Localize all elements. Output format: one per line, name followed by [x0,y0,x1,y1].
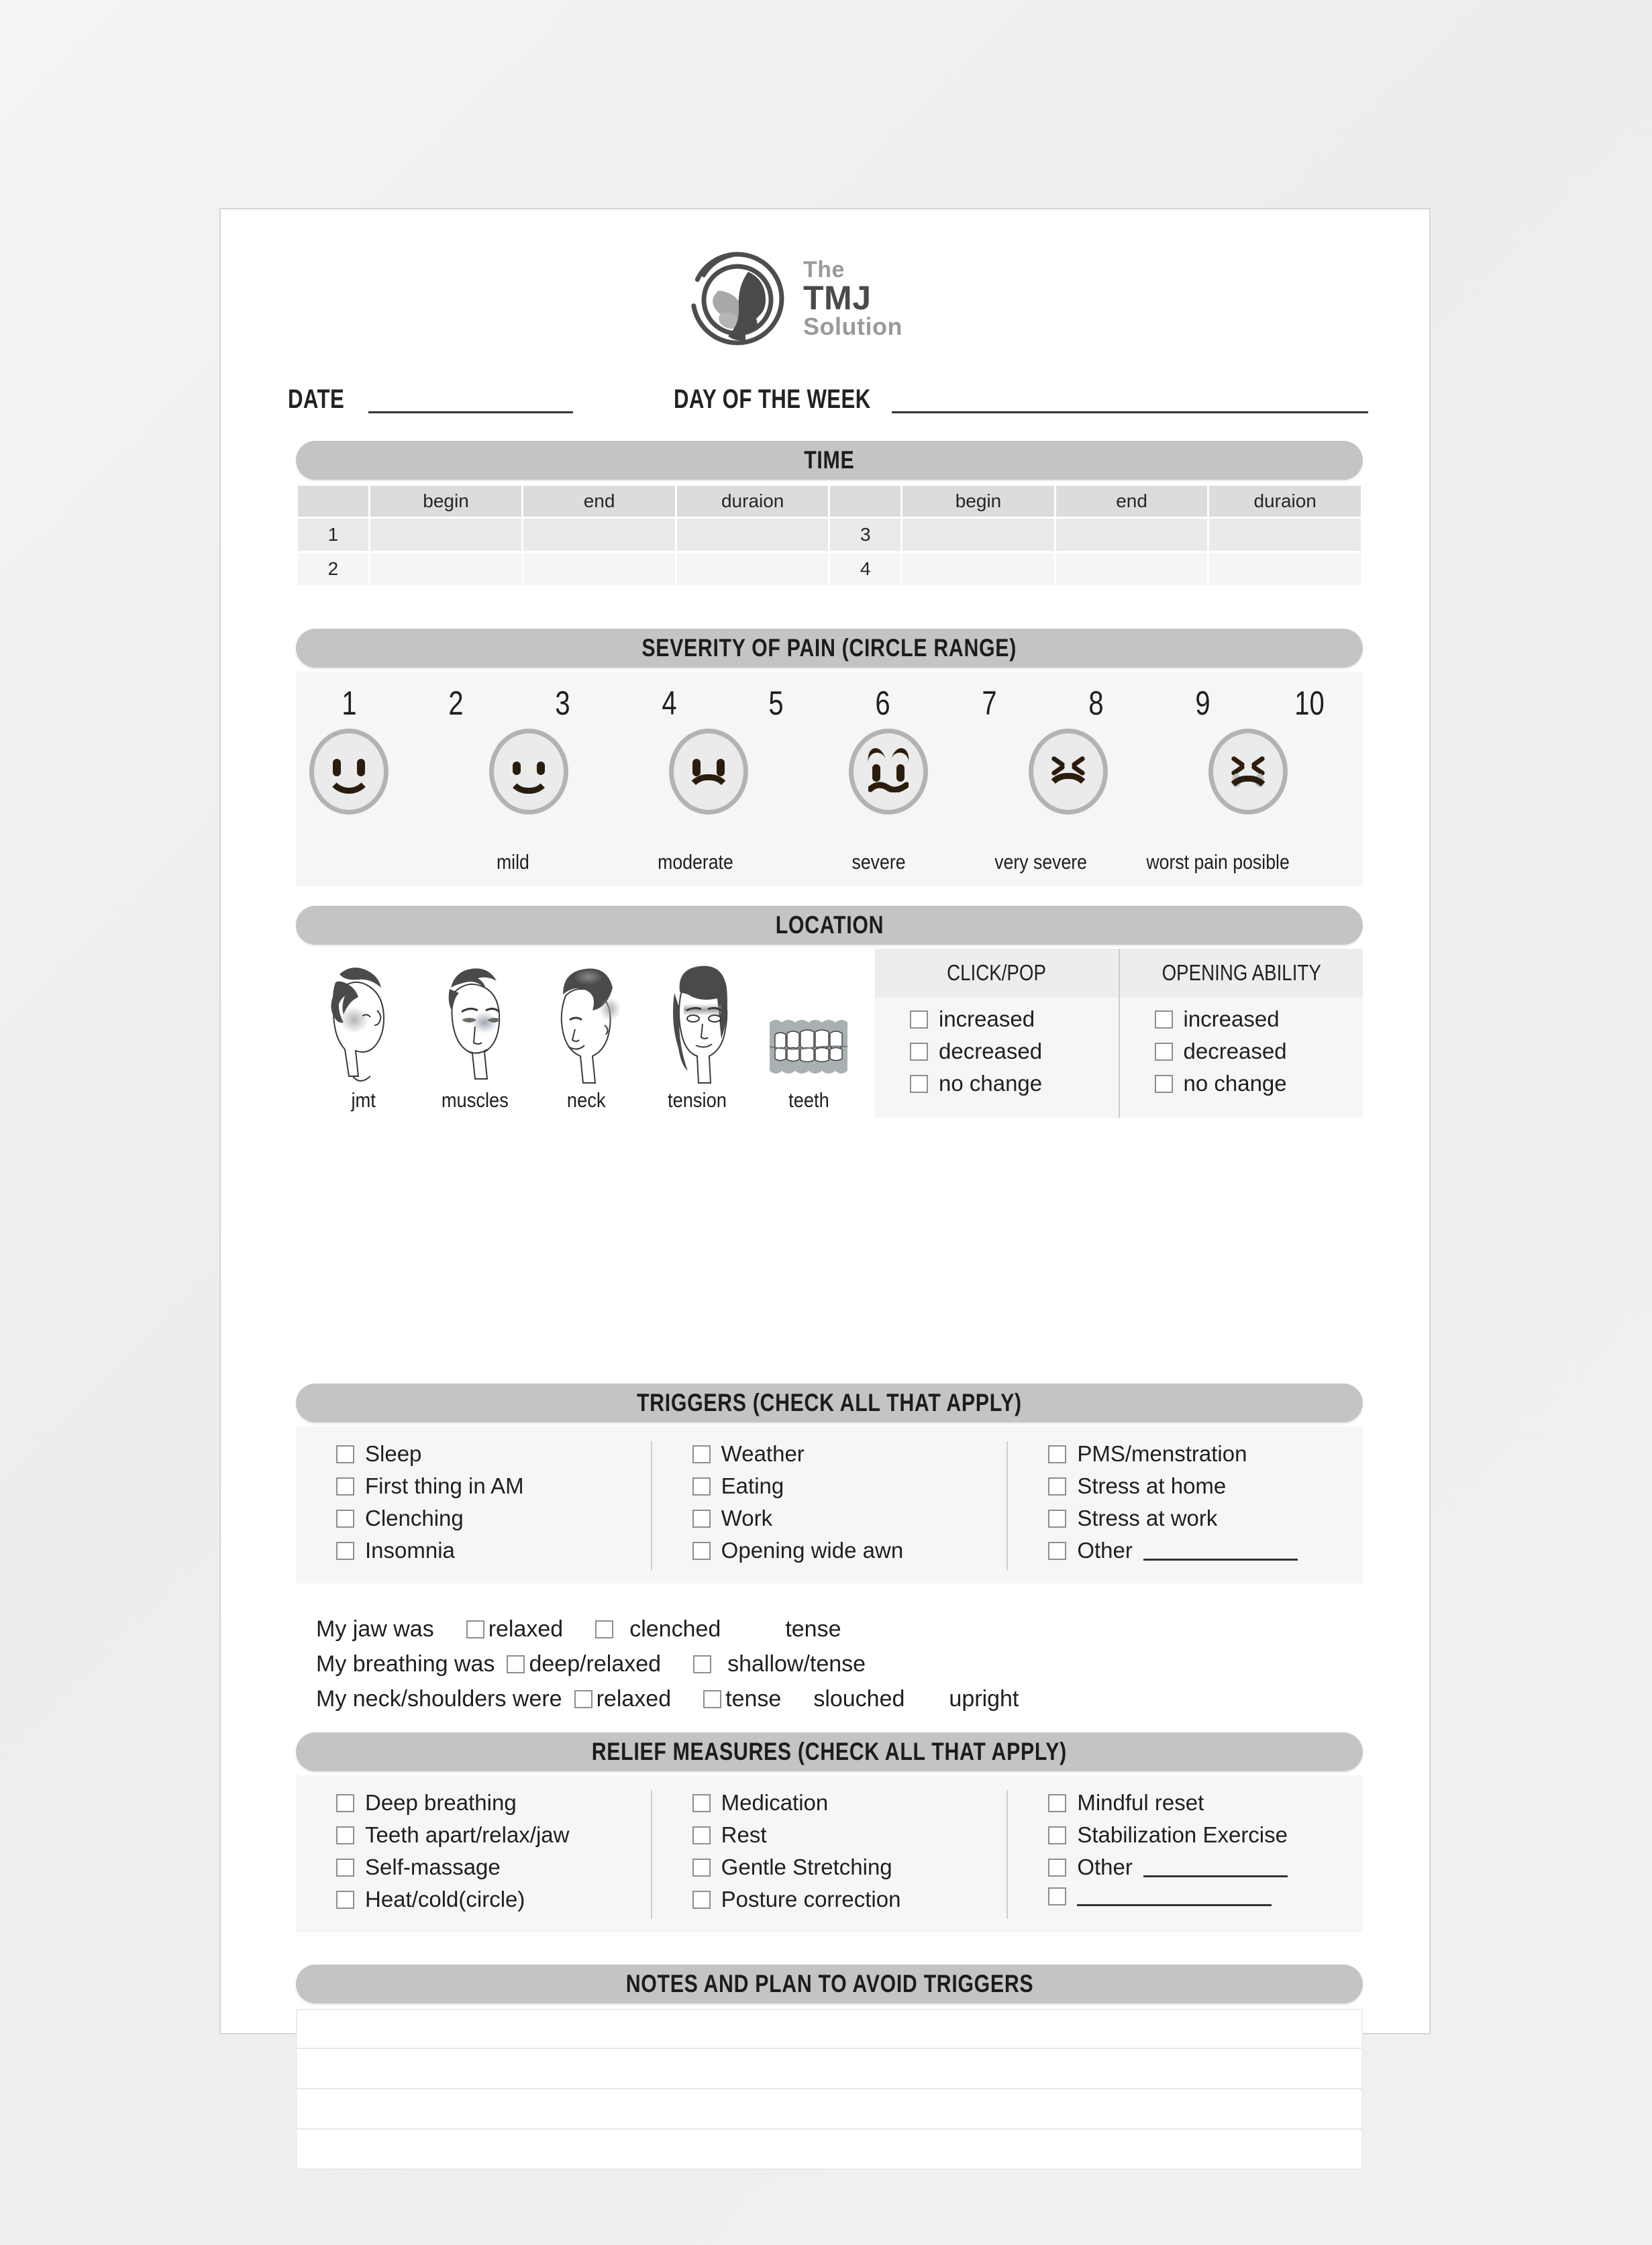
checkbox-icon[interactable] [1048,1826,1066,1844]
note-row[interactable] [296,2130,1363,2170]
trigger-insomnia[interactable] [336,1538,651,1563]
click-pop-option-no-change[interactable] [910,1071,1119,1096]
location-item-tension[interactable] [641,962,753,1118]
time-col-duration-right: duraion [1209,486,1361,517]
trigger-pms[interactable] [1048,1441,1363,1467]
option-label: PMS/menstration [1077,1441,1247,1466]
severity-label-very-severe: very severe [994,850,1088,874]
trigger-other[interactable] [1048,1538,1363,1563]
severity-number[interactable]: 9 [1195,684,1210,722]
time-section [296,441,1363,587]
checkbox-icon[interactable] [1048,1510,1066,1528]
trigger-first-thing-am[interactable] [336,1473,651,1499]
relief-title-main: RELIEF MEASURES [591,1738,798,1765]
trigger-opening-wide[interactable] [692,1538,1007,1563]
relief-stabilization-exercise[interactable] [1048,1822,1363,1848]
relief-blank[interactable] [1048,1887,1363,1906]
checkbox-icon[interactable] [692,1826,711,1844]
option-label: Eating [721,1473,784,1498]
severity-number[interactable]: 2 [448,684,464,722]
checkbox-icon[interactable] [692,1477,711,1496]
severity-numbers [296,684,1363,723]
option-label: Rest [721,1822,767,1847]
option-label: increased [1183,1006,1280,1031]
pain-face-severe-icon [849,729,928,815]
option-label: Self-massage [365,1855,501,1879]
time-col-blank-left [298,486,368,517]
day-of-week-input-line[interactable] [892,411,1368,413]
location-caption: neck [566,1088,606,1112]
location-caption: jmt [351,1088,376,1112]
checkbox-icon[interactable] [1155,1043,1173,1061]
date-row [288,380,1368,421]
severity-label-mild: mild [496,850,529,874]
time-section-header [296,441,1363,480]
trigger-stress-home[interactable] [1048,1473,1363,1499]
checkbox-icon[interactable] [336,1794,354,1812]
statement-jaw-tense: tense [785,1616,841,1642]
checkbox-icon[interactable] [692,1542,711,1560]
click-pop-option-increased[interactable] [910,1006,1119,1032]
tmj-logo-icon [684,245,791,352]
checkbox-icon[interactable] [1155,1010,1173,1029]
time-cell-duration-2[interactable] [677,553,829,585]
time-table [296,484,1363,587]
time-cell-duration-3[interactable] [1209,519,1361,551]
notes-lines [296,2009,1363,2170]
location-item-teeth[interactable] [753,1006,864,1118]
option-label: no change [1183,1071,1287,1096]
pain-face-very-severe-icon [1029,729,1108,815]
statement-neck-lead: My neck/shoulders were [316,1685,562,1712]
severity-title-sub: (CIRCLE RANGE) [842,634,1017,662]
checkbox-icon[interactable] [1048,1477,1066,1496]
location-caption: muscles [441,1088,509,1112]
relief-self-massage[interactable] [336,1855,651,1880]
trigger-sleep[interactable] [336,1441,651,1467]
checkbox-icon[interactable] [693,1655,711,1673]
severity-label-moderate: moderate [658,850,733,874]
statement-neck-relaxed: relaxed [596,1685,672,1712]
checkbox-icon[interactable] [692,1891,711,1909]
time-cell-duration-4[interactable] [1209,553,1361,585]
location-illustrations [296,949,870,1118]
severity-section [296,629,1363,886]
triggers-title-main: TRIGGERS [637,1389,753,1416]
trigger-weather[interactable] [692,1441,1007,1467]
time-row-num-4: 4 [830,553,900,585]
checkbox-icon[interactable] [692,1445,711,1463]
checkbox-icon[interactable] [1048,1794,1066,1812]
note-row[interactable] [296,2049,1363,2089]
option-label: Stress at home [1077,1473,1227,1498]
location-item-muscles[interactable] [419,962,531,1118]
relief-posture-correction[interactable] [692,1887,1007,1912]
option-label: Other [1077,1538,1133,1563]
pain-face-mild-icon [489,729,568,815]
click-pop-panel [875,949,1119,1118]
option-label: First thing in AM [365,1473,524,1498]
time-cell-begin-2[interactable] [370,553,522,585]
severity-number[interactable]: 1 [342,684,357,722]
relief-column-3 [1006,1790,1363,1919]
option-label: Insomnia [365,1538,455,1563]
checkbox-icon[interactable] [466,1620,484,1638]
jaw-profile-icon [321,962,407,1087]
face-muscles-icon [432,962,518,1087]
checkbox-icon[interactable] [336,1477,354,1496]
checkbox-icon[interactable] [336,1859,354,1877]
option-label: Stress at work [1077,1506,1218,1530]
severity-number[interactable]: 10 [1294,684,1325,722]
time-col-end-left: end [523,486,675,517]
triggers-column-2 [651,1441,1007,1570]
statement-breathing-shallow: shallow/tense [727,1651,866,1677]
pain-face-moderate-icon [669,729,748,815]
notes-section-title: NOTES AND PLAN TO AVOID TRIGGERS [625,1970,1033,1997]
option-label: Deep breathing [365,1790,517,1815]
checkbox-icon[interactable] [336,1510,354,1528]
checkbox-icon[interactable] [692,1859,711,1877]
time-cell-begin-3[interactable] [902,519,1054,551]
time-col-blank-right [830,486,900,517]
relief-heat-cold[interactable] [336,1887,651,1912]
checkbox-icon[interactable] [692,1510,711,1528]
statement-jaw-clenched: clenched [629,1616,721,1642]
table-header-row [298,486,1361,517]
location-item-jmt[interactable] [308,962,419,1118]
pain-face-happy-icon [309,729,389,815]
statement-breathing [296,1647,1363,1681]
opening-ability-option-increased[interactable] [1155,1006,1363,1032]
option-label: Teeth apart/relax/jaw [365,1822,570,1847]
logo-line-solution: Solution [803,312,902,340]
statement-neck [296,1681,1363,1716]
click-pop-option-decreased[interactable] [910,1039,1119,1064]
checkbox-icon[interactable] [336,1891,354,1909]
severity-number[interactable]: 5 [768,684,784,722]
relief-measures-section [296,1732,1363,1932]
relief-section-header [296,1732,1363,1771]
brand-logo [684,236,972,360]
option-label: Weather [721,1441,805,1466]
severity-title-main: SEVERITY OF PAIN [641,634,843,662]
trigger-clenching[interactable] [336,1506,651,1531]
checkbox-icon[interactable] [910,1010,928,1029]
checkbox-icon[interactable] [507,1655,525,1673]
relief-rest[interactable] [692,1822,1007,1848]
neck-profile-icon [543,962,629,1087]
option-label: Sleep [365,1441,422,1466]
table-row [298,553,1361,585]
day-of-week-label: DAY OF THE WEEK [674,384,871,414]
checkbox-icon[interactable] [595,1620,613,1638]
severity-section-header [296,629,1363,668]
logo-line-the: The [803,256,845,282]
time-cell-end-3[interactable] [1056,519,1208,551]
relief-section-title [592,1738,1067,1766]
severity-number[interactable]: 6 [875,684,890,722]
checkbox-icon[interactable] [336,1445,354,1463]
trigger-work[interactable] [692,1506,1007,1531]
relief-gentle-stretching[interactable] [692,1855,1007,1880]
click-pop-title: CLICK/POP [875,949,1119,997]
option-label: Work [721,1506,773,1530]
time-col-begin-right: begin [902,486,1054,517]
relief-other[interactable] [1048,1855,1363,1880]
time-section-title: TIME [804,446,855,474]
checkbox-icon[interactable] [574,1690,592,1708]
pain-face-worst-icon [1208,729,1288,815]
severity-section-title [642,634,1017,662]
note-row[interactable] [296,2089,1363,2130]
time-cell-end-1[interactable] [523,519,675,551]
severity-faces [296,729,1363,815]
severity-labels [296,850,1363,877]
severity-label-severe: severe [851,850,906,874]
date-label: DATE [288,384,345,414]
statement-jaw-lead: My jaw was [316,1616,434,1642]
triggers-section [296,1383,1363,1583]
trigger-other-input-line[interactable] [1143,1541,1298,1561]
time-col-duration-left: duraion [677,486,829,517]
checkbox-icon[interactable] [910,1043,928,1061]
relief-column-2 [651,1790,1007,1919]
relief-blank-input-line[interactable] [1077,1887,1272,1906]
checkbox-icon[interactable] [1048,1859,1066,1877]
opening-ability-panel [1119,949,1363,1118]
note-row[interactable] [296,2009,1363,2049]
statement-jaw [296,1612,1363,1647]
time-cell-duration-1[interactable] [677,519,829,551]
statement-neck-slouched: slouched [813,1685,905,1712]
option-label: Heat/cold(circle) [365,1887,525,1912]
checkbox-icon[interactable] [703,1690,721,1708]
option-label: Stabilization Exercise [1077,1822,1288,1847]
time-cell-end-2[interactable] [523,553,675,585]
checkbox-icon[interactable] [1048,1445,1066,1463]
location-section [296,906,1363,1118]
option-label: increased [939,1006,1035,1031]
relief-other-input-line[interactable] [1143,1858,1288,1877]
triggers-column-1 [296,1441,651,1570]
location-section-header [296,906,1363,945]
checkbox-icon[interactable] [336,1826,354,1844]
checkbox-icon[interactable] [1048,1542,1066,1560]
trigger-eating[interactable] [692,1473,1007,1499]
checkbox-icon[interactable] [1155,1075,1173,1093]
time-col-begin-left: begin [370,486,522,517]
relief-column-1 [296,1790,651,1919]
time-row-num-3: 3 [830,519,900,551]
checkbox-icon[interactable] [1048,1887,1066,1905]
statement-neck-upright: upright [949,1685,1019,1712]
option-label: Mindful reset [1077,1790,1204,1815]
table-row [298,519,1361,551]
time-cell-begin-4[interactable] [902,553,1054,585]
triggers-section-header [296,1383,1363,1422]
notes-section-header [296,1965,1363,2003]
opening-ability-option-no-change[interactable] [1155,1071,1363,1096]
time-col-end-right: end [1056,486,1208,517]
time-cell-begin-1[interactable] [370,519,522,551]
option-label: Other [1077,1855,1133,1879]
relief-teeth-apart[interactable] [336,1822,651,1848]
logo-line-tmj: TMJ [803,278,872,317]
option-label: Gentle Stretching [721,1855,892,1879]
opening-ability-option-decreased[interactable] [1155,1039,1363,1064]
severity-number[interactable]: 8 [1088,684,1104,722]
triggers-section-title [637,1389,1022,1417]
location-caption: tension [668,1088,727,1112]
date-input-line[interactable] [368,411,573,413]
relief-mindful-reset[interactable] [1048,1790,1363,1816]
checkbox-icon[interactable] [336,1542,354,1560]
severity-label-worst: worst pain posible [1146,850,1290,874]
relief-title-sub: (CHECK ALL THAT APPLY) [798,1738,1068,1765]
severity-number[interactable]: 4 [662,684,677,722]
severity-number[interactable]: 7 [982,684,997,722]
triggers-column-3 [1006,1441,1363,1570]
option-label: Posture correction [721,1887,901,1912]
notes-section [296,1965,1363,2170]
posture-statements [296,1612,1363,1716]
time-row-num-2: 2 [298,553,368,585]
severity-scale [296,672,1363,886]
option-label: Opening wide awn [721,1538,904,1563]
statement-neck-tense: tense [725,1685,782,1712]
option-label: Medication [721,1790,829,1815]
checkbox-icon[interactable] [692,1794,711,1812]
trigger-stress-work[interactable] [1048,1506,1363,1531]
statement-breathing-deep: deep/relaxed [529,1651,662,1677]
statement-jaw-relaxed: relaxed [488,1616,564,1642]
option-label: decreased [939,1039,1043,1063]
relief-deep-breathing[interactable] [336,1790,651,1816]
option-label: decreased [1183,1039,1287,1063]
location-section-title: LOCATION [775,911,884,939]
statement-breathing-lead: My breathing was [316,1651,495,1677]
triggers-title-sub: (CHECK ALL THAT APPLY) [752,1389,1022,1416]
location-item-neck[interactable] [531,962,642,1118]
head-tension-icon [654,962,740,1087]
relief-medication[interactable] [692,1790,1007,1816]
severity-number[interactable]: 3 [555,684,570,722]
time-cell-end-4[interactable] [1056,553,1208,585]
location-caption: teeth [788,1088,829,1112]
checkbox-icon[interactable] [910,1075,928,1093]
tmj-pain-diary-form [219,208,1431,2034]
teeth-bite-icon [766,1006,851,1087]
opening-ability-title: OPENING ABILITY [1120,949,1363,997]
time-row-num-1: 1 [298,519,368,551]
option-label: no change [939,1071,1043,1096]
option-label: Clenching [365,1506,464,1530]
